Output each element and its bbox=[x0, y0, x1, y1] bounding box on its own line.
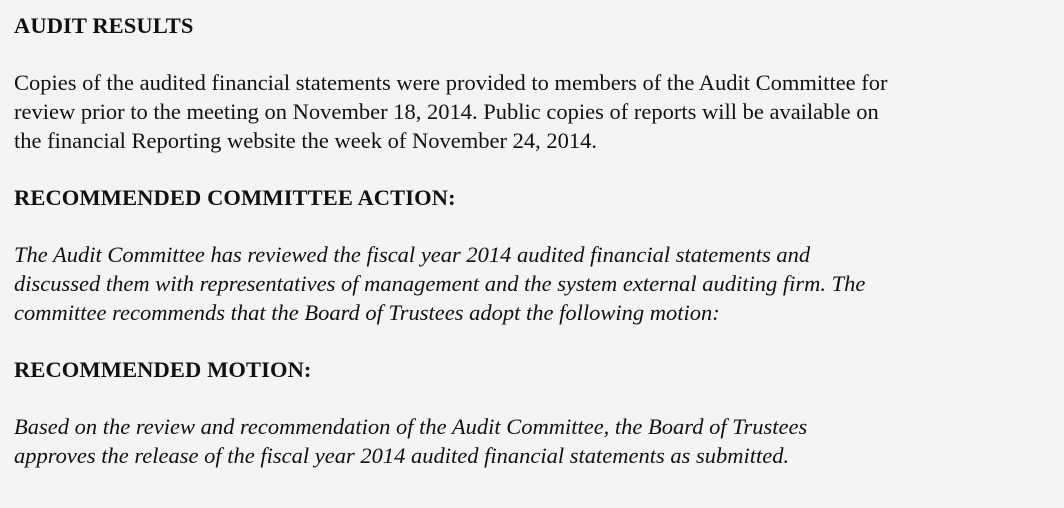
committee-action-line: The Audit Committee has reviewed the fiscal year 2014 audited financial statements and bbox=[14, 242, 811, 267]
motion-paragraph bbox=[14, 412, 1050, 470]
audit-results-line: Copies of the audited financial statements were provided to members of the Audit Committee for bbox=[14, 70, 888, 95]
audit-results-line: the financial Reporting website the week of November 24, 2014. bbox=[14, 128, 597, 153]
committee-action-heading: RECOMMENDED COMMITTEE ACTION: bbox=[14, 185, 456, 210]
motion-line: Based on the review and recommendation of the Audit Committee, the Board of Trustees bbox=[14, 414, 808, 439]
audit-results-paragraph bbox=[14, 68, 1050, 155]
motion-heading: RECOMMENDED MOTION: bbox=[14, 357, 312, 382]
committee-action-line: discussed them with representatives of management and the system external auditing firm. The bbox=[14, 271, 866, 296]
committee-action-line: committee recommends that the Board of Trustees adopt the following motion: bbox=[14, 300, 720, 325]
audit-results-heading: AUDIT RESULTS bbox=[14, 13, 194, 38]
audit-results-line: review prior to the meeting on November 18, 2014. Public copies of reports will be available on bbox=[14, 99, 879, 124]
motion-line: approves the release of the fiscal year 2014 audited financial statements as submitted. bbox=[14, 443, 790, 468]
committee-action-paragraph bbox=[14, 240, 1050, 327]
